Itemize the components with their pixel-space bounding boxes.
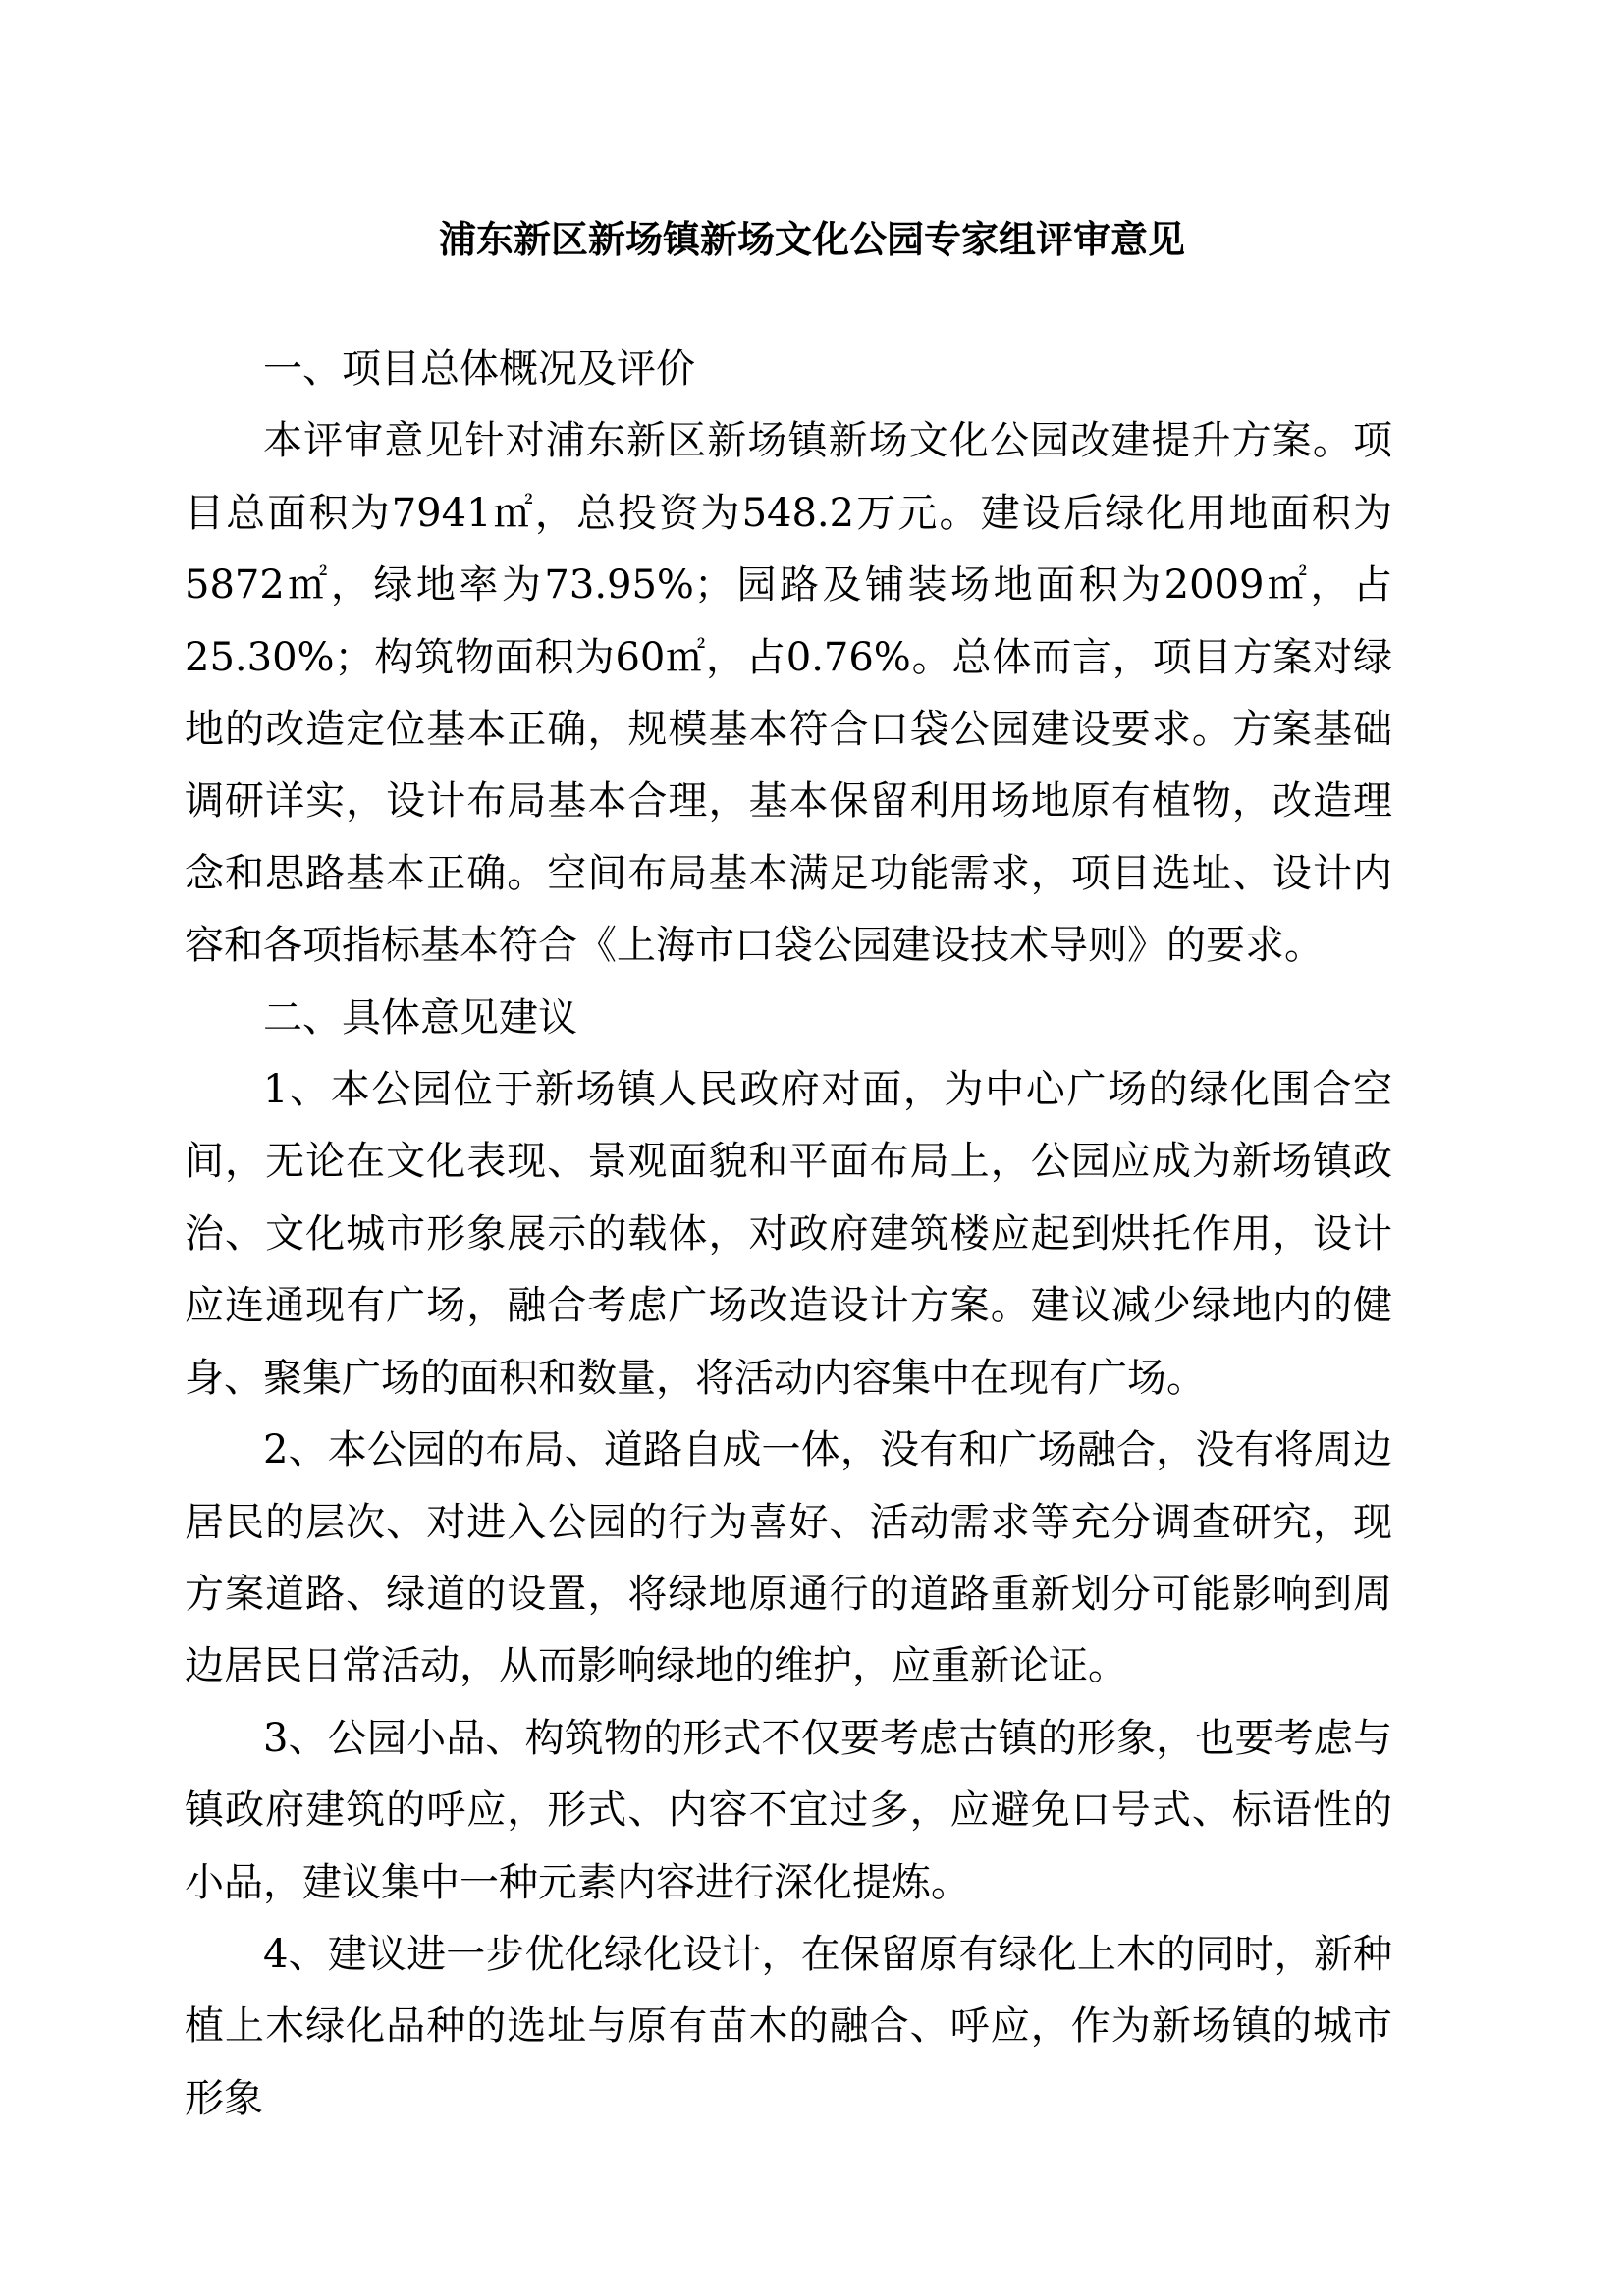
paragraph-suggestion-2: 2、本公园的布局、道路自成一体，没有和广场融合，没有将周边居民的层次、对进入公园的行为喜好、活动需求等充分调查研究，现方案道路、绿道的设置，将绿地原通行的道路重新划分可能影响到周边居民日常活动，从而影响绿地的维护，应重新论证。 [185,1427,1392,1689]
section-heading-overview: 一、项目总体概况及评价 [263,347,695,392]
paragraph-suggestion-4: 4、建议进一步优化绿化设计，在保留原有绿化上木的同时，新种植上木绿化品种的选址与原有苗木的融合、呼应，作为新场镇的城市形象 [185,1931,1392,2121]
paragraph-overview: 本评审意见针对浦东新区新场镇新场文化公园改建提升方案。项目总面积为7941㎡，总投资为548.2万元。建设后绿化用地面积为5872㎡，绿地率为73.95%；园路及铺装场地面积为2009㎡，占25.30%；构筑物面积为60㎡，占0.76%。总体而言，项目方案对绿地的改造定位基本正确，规模基本符合口袋公园建设要求。方案基础调研详实，设计布局基本合理，基本保留利用场地原有植物，改造理念和思路基本正确。空间布局基本满足功能需求，项目选址、设计内容和各项指标基本符合《上海市口袋公园建设技术导则》的要求。 [185,418,1392,969]
document-title: 浦东新区新场镇新场文化公园专家组评审意见 [438,217,1185,261]
paragraph-suggestion-3: 3、公园小品、构筑物的形式不仅要考虑古镇的形象，也要考虑与镇政府建筑的呼应，形式、内容不宜过多，应避免口号式、标语性的小品，建议集中一种元素内容进行深化提炼。 [185,1715,1392,1905]
document-body [185,334,1392,2135]
paragraph-suggestion-1: 1、本公园位于新场镇人民政府对面，为中心广场的绿化围合空间，无论在文化表现、景观面貌和平面布局上，公园应成为新场镇政治、文化城市形象展示的载体，对政府建筑楼应起到烘托作用，设计应连通现有广场，融合考虑广场改造设计方案。建议减少绿地内的健身、聚集广场的面积和数量，将活动内容集中在现有广场。 [185,1067,1392,1401]
section-heading-suggestions: 二、具体意见建议 [263,994,577,1041]
